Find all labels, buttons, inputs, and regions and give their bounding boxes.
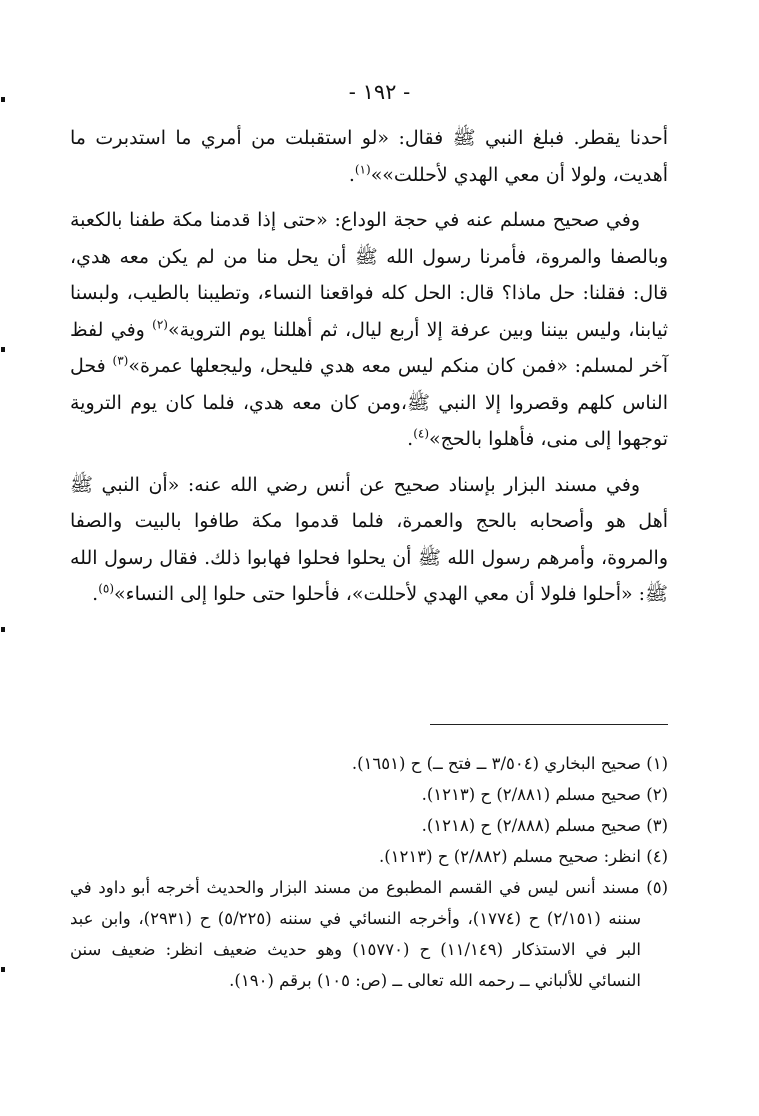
footnote-ref-4: (٤): [413, 426, 430, 441]
footnote-ref-2: (٢): [152, 317, 168, 332]
footnote-1: (١) صحيح البخاري (٣/٥٠٤ ــ فتح ــ) ح (١٦٥١).: [351, 754, 668, 773]
page-number: - ١٩٢ -: [348, 80, 411, 104]
footnote-2: (٢) صحيح مسلم (٢/٨٨١) ح (١٢١٣).: [421, 785, 668, 804]
footnotes: [70, 748, 668, 996]
footnote-ref-3: (٣): [112, 353, 129, 368]
footnote-divider: [430, 724, 668, 725]
footnote-ref-1: (١): [354, 162, 371, 177]
scan-mark: [1, 627, 5, 632]
main-text: [70, 120, 668, 622]
scan-mark: [1, 97, 5, 102]
footnote-3: (٣) صحيح مسلم (٢/٨٨٨) ح (١٢١٨).: [421, 816, 668, 835]
footnote-4: (٤) انظر: صحيح مسلم (٢/٨٨٢) ح (١٢١٣).: [378, 847, 668, 866]
footnote-ref-5: (٥): [98, 581, 115, 596]
scan-mark: [1, 347, 5, 352]
paragraph-1: أحدنا يقطر. فبلغ النبي ﷺ فقال: «لو استقبلت من أمري ما استدبرت ما أهديت، ولولا أن معي الهدي لأحللت»»$^{(١)}$.: [70, 127, 668, 186]
footnote-5: (٥) مسند أنس ليس في القسم المطبوع من مسند البزار والحديث أخرجه أبو داود في سننه (٢/١٥١) ح (١٧٧٤)، وأخرجه النسائي في سننه (٥/٢٢٥) ح (٢٩٣١)، وابن عبد البر في الاستذكار (١١/١٤٩) ح (١٥٧٧٠) وهو حديث ضعيف انظر: ضعيف سنن النسائي للألباني ــ رحمه الله تعالى ــ (ص: ١٠٥) برقم (١٩٠).: [70, 878, 668, 990]
paragraph-2: وفي صحيح مسلم عنه في حجة الوداع: «حتى إذا قدمنا مكة طفنا بالكعبة وبالصفا والمروة، فأمرنا رسول الله ﷺ أن يحل منا من لم يكن معه هدي، قال: فقلنا: حل ماذا؟ قال: الحل كله فواقعنا النساء، وتطيبنا بالطيب، ولبسنا ثيابنا، وليس بيننا وبين عرفة إلا أربع ليال، ثم أهللنا يوم التروية»$^{(٢)}$ وفي لفظ آخر لمسلم: «فمن كان منكم ليس معه هدي فليحل، وليجعلها عمرة»$^{(٣)}$ فحل الناس كلهم وقصروا إلا النبي ﷺ،ومن كان معه هدي، فلما كان يوم التروية توجهوا إلى منى، فأهلوا بالحج»$^{(٤)}$.: [70, 209, 668, 450]
paragraph-3: وفي مسند البزار بإسناد صحيح عن أنس رضي الله عنه: «أن النبي ﷺ أهل هو وأصحابه بالحج والعمرة، فلما قدموا مكة طافوا بالبيت والصفا والمروة، وأمرهم رسول الله ﷺ أن يحلوا فحلوا فهابوا ذلك. فقال رسول الله ﷺ: «أحلوا فلولا أن معي الهدي لأحللت»، فأحلوا حتى حلوا إلى النساء»$^{(٥)}$.: [70, 473, 668, 605]
scan-mark: [1, 967, 5, 972]
